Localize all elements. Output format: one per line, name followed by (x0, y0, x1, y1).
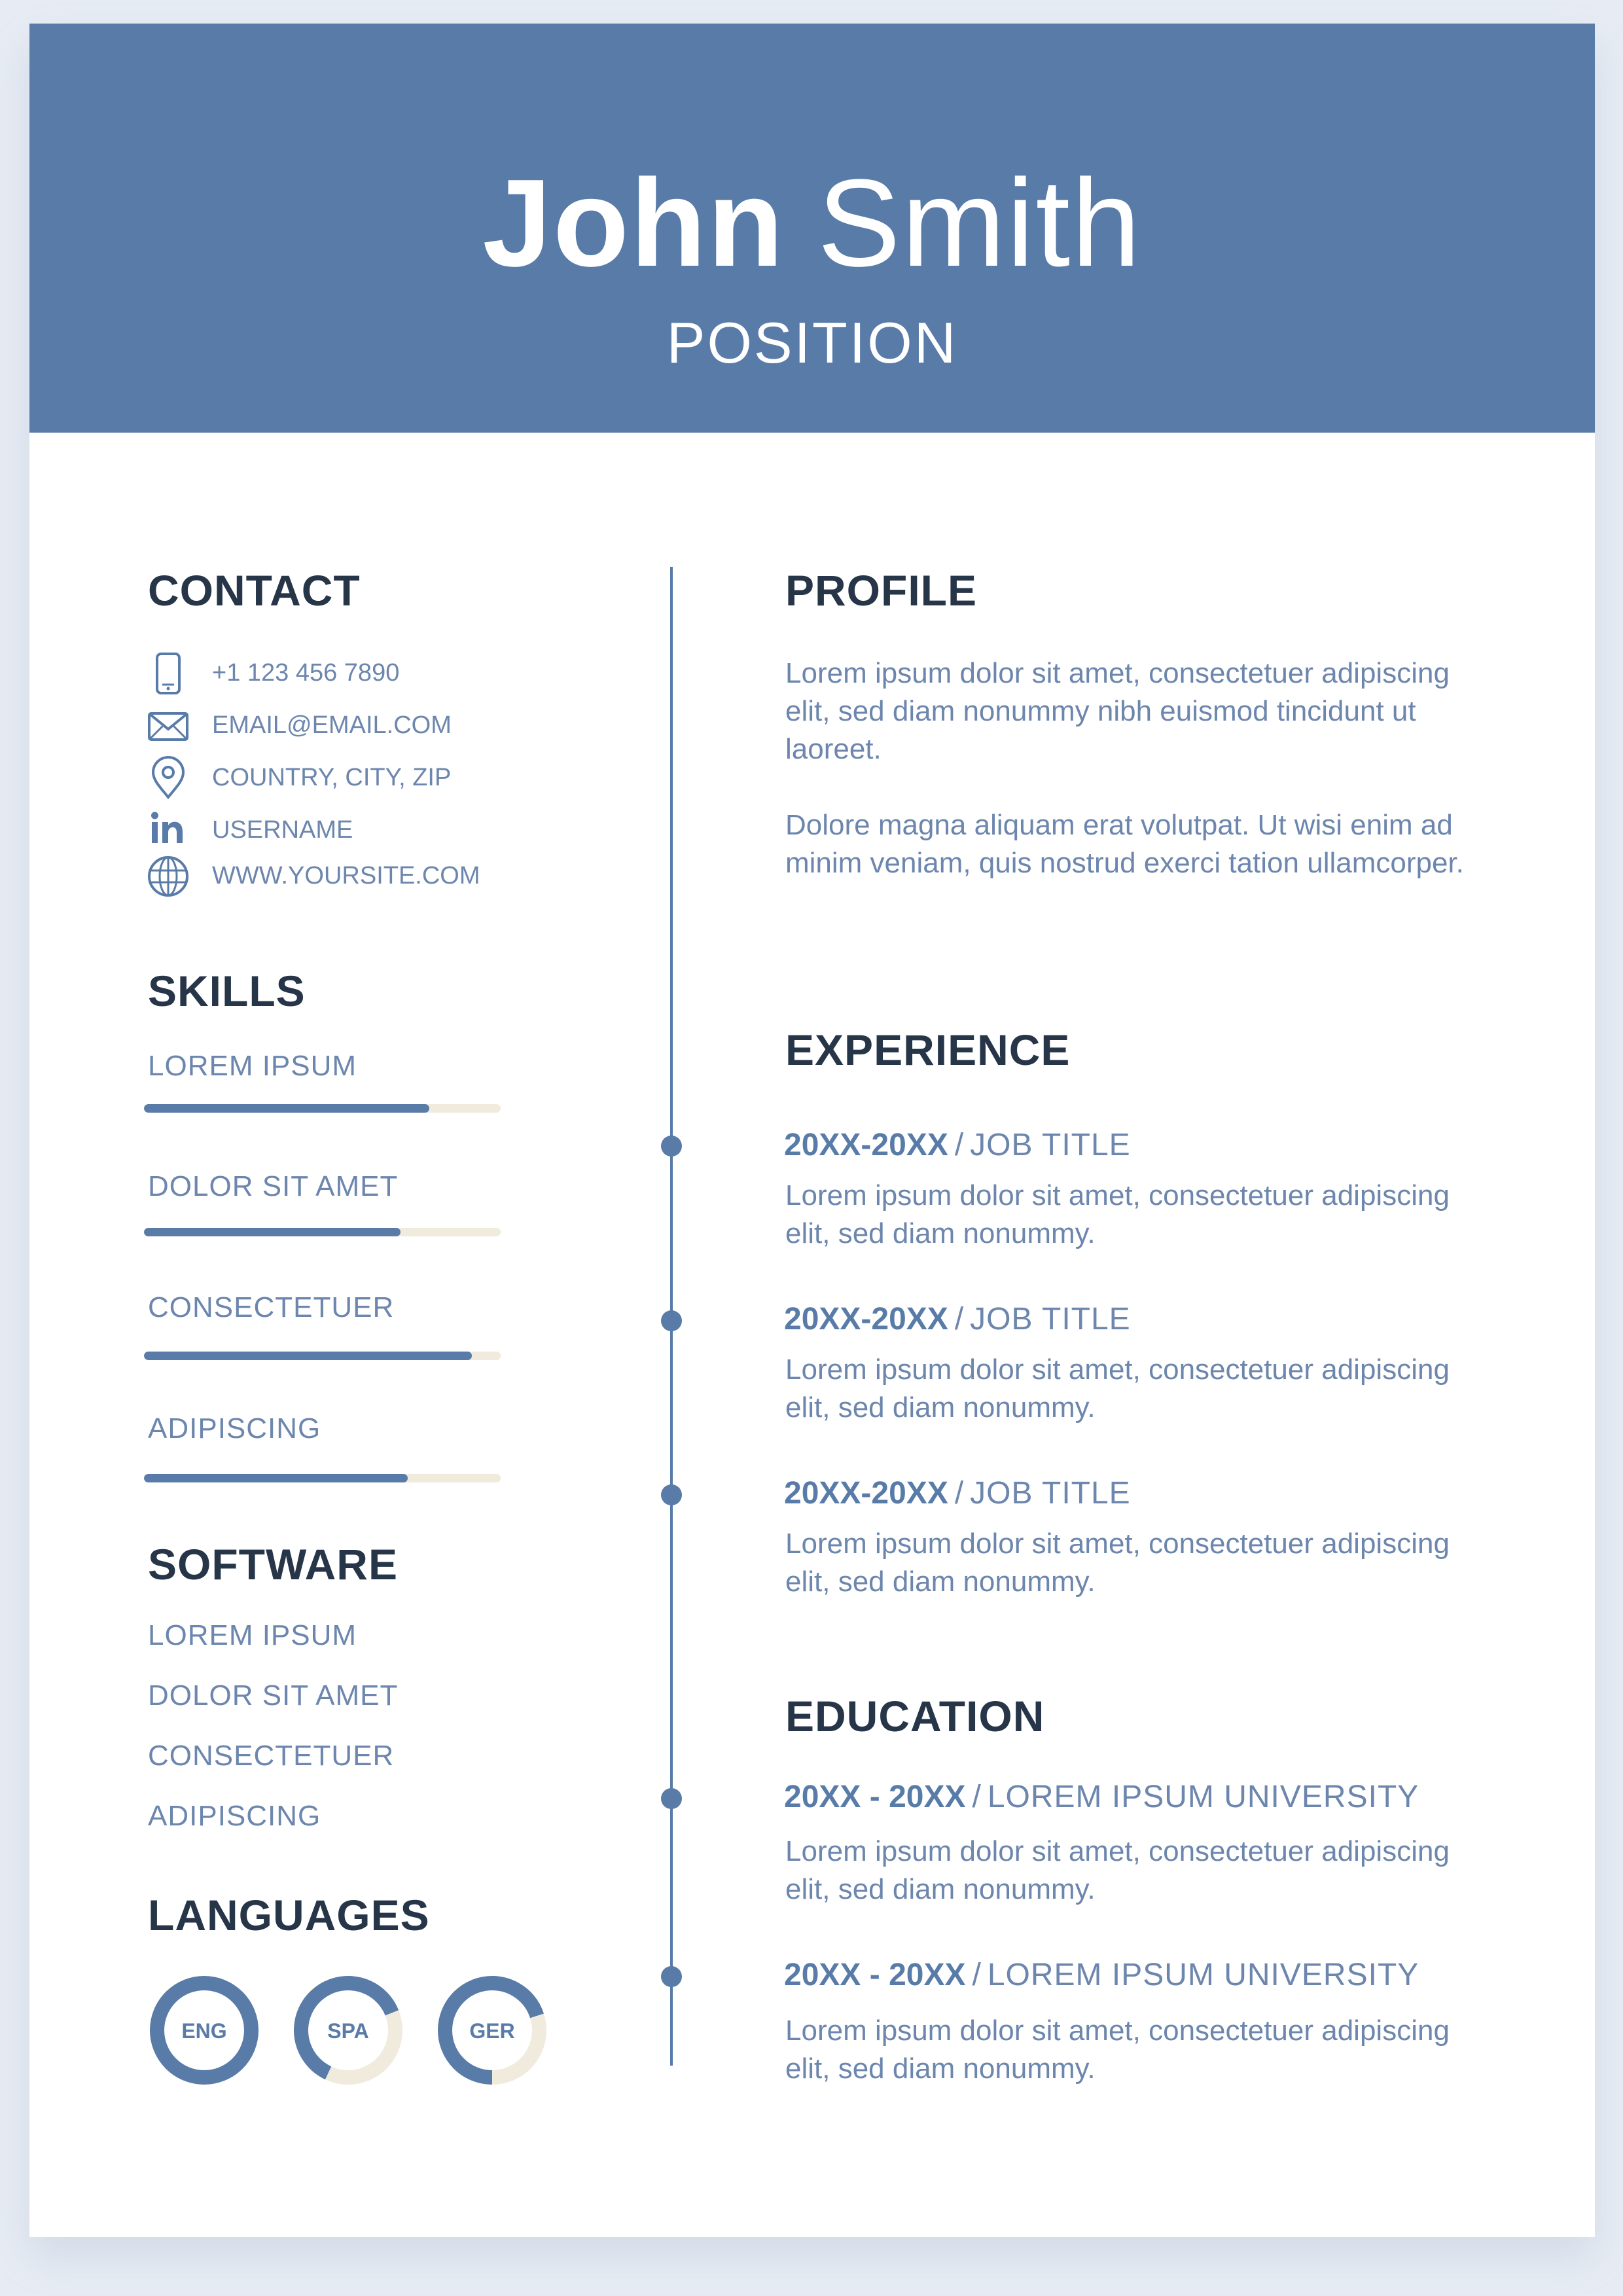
skills-heading: SKILLS (148, 967, 306, 1015)
skill-bar (144, 1104, 501, 1113)
software-heading: SOFTWARE (148, 1540, 398, 1588)
mail-icon (145, 703, 191, 749)
education-heading: EDUCATION (785, 1692, 1045, 1740)
experience-description: Lorem ipsum dolor sit amet, consectetuer adipiscing elit, sed diam nonummy. (785, 1179, 1450, 1249)
timeline-dot (661, 1136, 682, 1157)
entry-period: 20XX-20XX (784, 1128, 948, 1162)
experience-heading: EXPERIENCE (785, 1026, 1071, 1074)
timeline-dot (661, 1310, 682, 1331)
entry-role: JOB TITLE (970, 1128, 1131, 1162)
languages-heading: LANGUAGES (148, 1891, 430, 1939)
experience-entry-title (784, 1127, 1131, 1164)
experience-description: Lorem ipsum dolor sit amet, consectetuer adipiscing elit, sed diam nonummy. (785, 1528, 1450, 1598)
phone-text: +1 123 456 7890 (212, 659, 400, 687)
education-entry-title (784, 1957, 1419, 1994)
entry-institution: LOREM IPSUM UNIVERSITY (987, 1958, 1419, 1992)
experience-description: Lorem ipsum dolor sit amet, consectetuer adipiscing elit, sed diam nonummy. (785, 1354, 1450, 1424)
entry-separator: / (972, 1958, 981, 1992)
skill-bar (144, 1352, 501, 1360)
website-text: WWW.YOURSITE.COM (212, 862, 480, 889)
first-name: John (482, 154, 785, 293)
entry-role: JOB TITLE (970, 1476, 1131, 1511)
entry-period: 20XX - 20XX (784, 1958, 966, 1992)
entry-separator: / (954, 1476, 964, 1511)
experience-entry-title (784, 1475, 1131, 1512)
language-ring-spa (292, 1974, 404, 2087)
timeline-dot (661, 1484, 682, 1505)
skill-label: CONSECTETUER (148, 1291, 395, 1323)
language-ring-eng (148, 1974, 260, 2087)
entry-role: JOB TITLE (970, 1302, 1131, 1336)
entry-separator: / (954, 1302, 964, 1336)
software-item: CONSECTETUER (148, 1740, 395, 1772)
skill-bar-fill (144, 1228, 401, 1236)
profile-paragraph: Lorem ipsum dolor sit amet, consectetuer adipiscing elit, sed diam nonummy nibh euismod tincidunt ut laoreet. (785, 657, 1450, 765)
last-name: Smith (817, 154, 1142, 293)
timeline-dot (661, 1966, 682, 1987)
software-item: DOLOR SIT AMET (148, 1679, 399, 1712)
globe-icon (145, 853, 191, 899)
education-description: Lorem ipsum dolor sit amet, consectetuer adipiscing elit, sed diam nonummy. (785, 1835, 1450, 1905)
skill-bar-fill (144, 1474, 408, 1482)
linkedin-text: USERNAME (212, 816, 353, 844)
linkedin-icon (145, 808, 191, 853)
language-code: ENG (181, 2019, 227, 2043)
position-title: POSITION (666, 310, 958, 375)
location-text: COUNTRY, CITY, ZIP (212, 764, 452, 791)
skill-bar (144, 1474, 501, 1482)
education-entry-title (784, 1779, 1419, 1816)
skill-bar-fill (144, 1104, 429, 1113)
experience-entry-title (784, 1301, 1131, 1338)
timeline-dot (661, 1788, 682, 1809)
skill-label: DOLOR SIT AMET (148, 1170, 399, 1202)
entry-institution: LOREM IPSUM UNIVERSITY (987, 1780, 1419, 1814)
entry-period: 20XX-20XX (784, 1302, 948, 1336)
software-item: ADIPISCING (148, 1800, 321, 1832)
language-ring-ger (436, 1974, 548, 2087)
education-description: Lorem ipsum dolor sit amet, consectetuer adipiscing elit, sed diam nonummy. (785, 2015, 1450, 2085)
entry-period: 20XX-20XX (784, 1476, 948, 1511)
language-code: SPA (327, 2019, 369, 2043)
skill-label: ADIPISCING (148, 1412, 321, 1444)
email-text: EMAIL@EMAIL.COM (212, 711, 452, 739)
software-item: LOREM IPSUM (148, 1619, 357, 1651)
entry-separator: / (954, 1128, 964, 1162)
skill-bar (144, 1228, 501, 1236)
entry-period: 20XX - 20XX (784, 1780, 966, 1814)
language-code: GER (469, 2019, 515, 2043)
profile-heading: PROFILE (785, 566, 978, 615)
phone-icon (145, 651, 191, 696)
full-name (29, 154, 1595, 293)
entry-separator: / (972, 1780, 981, 1814)
profile-paragraph: Dolore magna aliquam erat volutpat. Ut wisi enim ad minim veniam, quis nostrud exerci tation ullamcorper. (785, 809, 1464, 879)
contact-heading: CONTACT (148, 566, 361, 615)
skill-label: LOREM IPSUM (148, 1050, 357, 1082)
location-icon (145, 755, 191, 801)
skill-bar-fill (144, 1352, 472, 1360)
resume-header (29, 24, 1595, 433)
